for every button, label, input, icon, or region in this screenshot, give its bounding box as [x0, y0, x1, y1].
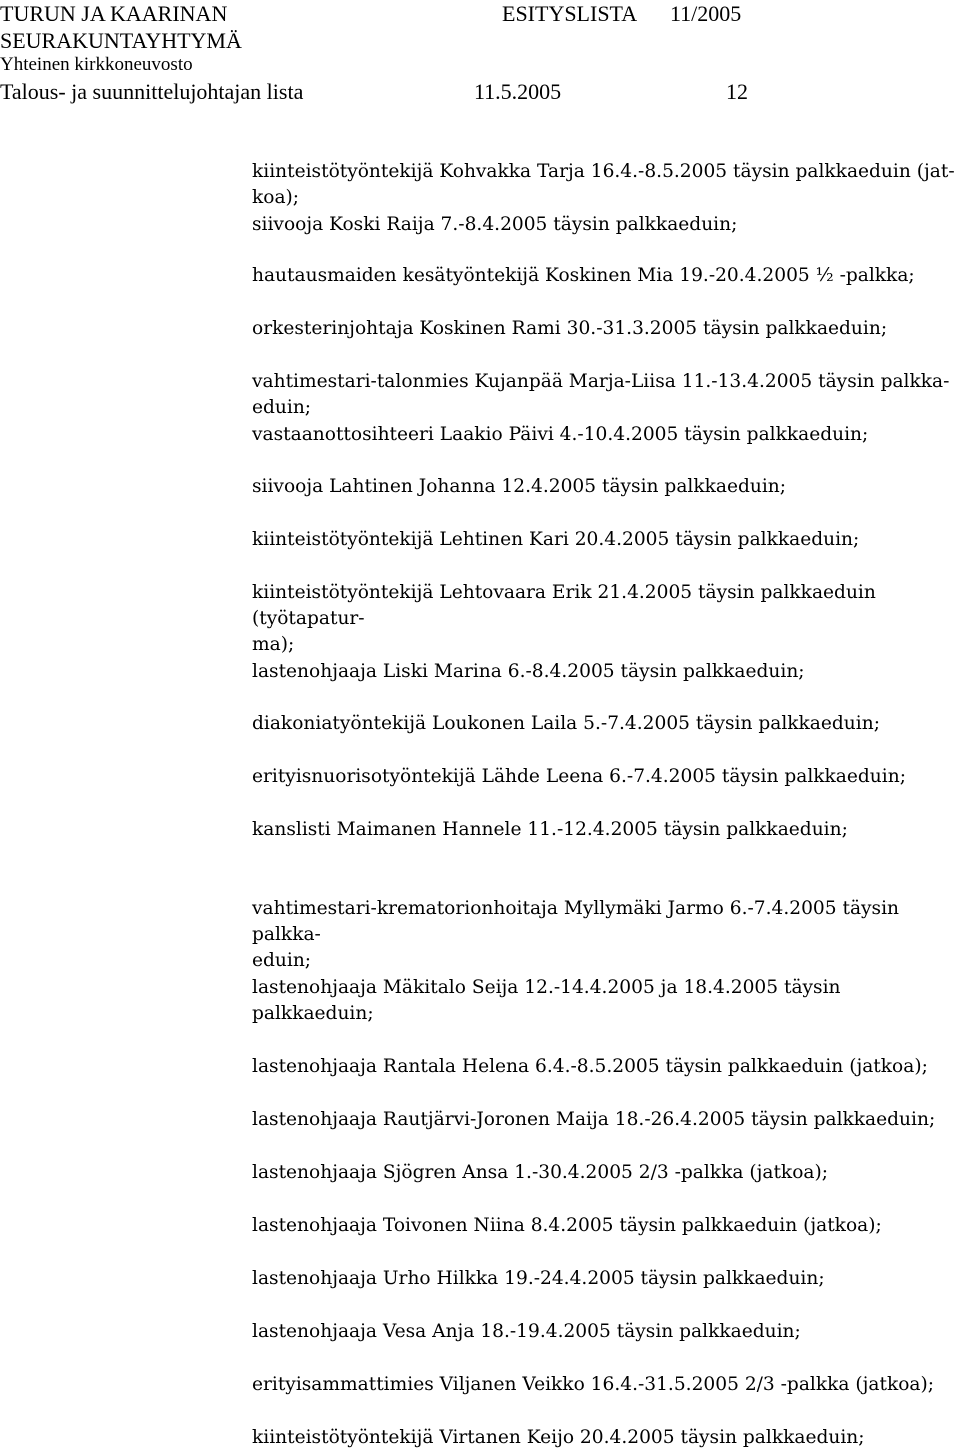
- document-type: ESITYSLISTA: [502, 1, 638, 26]
- document-header: [0, 0, 960, 105]
- list-item: vastaanottosihteeri Laakio Päivi 4.-10.4.2005 täysin palkkaeduin;: [252, 424, 869, 445]
- list-item: kiinteistötyöntekijä Virtanen Keijo 20.4.2005 täysin palkkaeduin;: [252, 1427, 865, 1448]
- header-row-2: [0, 27, 960, 54]
- list-title: Talous- ja suunnittelujohtajan lista: [0, 79, 304, 104]
- list-item: lastenohjaaja Liski Marina 6.-8.4.2005 täysin palkkaeduin;: [252, 661, 805, 682]
- document-number: 11/2005: [670, 1, 742, 26]
- list-item: lastenohjaaja Rautjärvi-Joronen Maija 18.-26.4.2005 täysin palkkaeduin;: [252, 1109, 936, 1130]
- list-item: kiinteistötyöntekijä Kohvakka Tarja 16.4.-8.5.2005 täysin palkkaeduin (jat- koa);: [252, 161, 955, 208]
- list-item: erityisammattimies Viljanen Veikko 16.4.-31.5.2005 2/3 -palkka (jatkoa);: [252, 1374, 935, 1395]
- list-item: lastenohjaaja Sjögren Ansa 1.-30.4.2005 2/3 -palkka (jatkoa);: [252, 1162, 828, 1183]
- list-item: lastenohjaaja Vesa Anja 18.-19.4.2005 täysin palkkaeduin;: [252, 1321, 801, 1342]
- list-item: kiinteistötyöntekijä Lehtinen Kari 20.4.2005 täysin palkkaeduin;: [252, 529, 860, 550]
- list-item: siivooja Lahtinen Johanna 12.4.2005 täysin palkkaeduin;: [252, 476, 787, 497]
- leave-list: [252, 159, 958, 1451]
- list-item: hautausmaiden kesätyöntekijä Koskinen Mia 19.-20.4.2005 ½ -palkka;: [252, 265, 915, 286]
- organization-name-line2: SEURAKUNTAYHTYMÄ: [0, 28, 242, 53]
- list-item: orkesterinjohtaja Koskinen Rami 30.-31.3.2005 täysin palkkaeduin;: [252, 318, 888, 339]
- meeting-date: 11.5.2005: [474, 79, 562, 104]
- list-item: lastenohjaaja Toivonen Niina 8.4.2005 täysin palkkaeduin (jatkoa);: [252, 1215, 882, 1236]
- list-item: kiinteistötyöntekijä Lehtovaara Erik 21.4.2005 täysin palkkaeduin (työtapatur- ma);: [252, 582, 876, 655]
- list-item: lastenohjaaja Rantala Helena 6.4.-8.5.2005 täysin palkkaeduin (jatkoa);: [252, 1056, 928, 1077]
- list-item: vahtimestari-talonmies Kujanpää Marja-Liisa 11.-13.4.2005 täysin palkka- eduin;: [252, 371, 950, 418]
- list-item: siivooja Koski Raija 7.-8.4.2005 täysin palkkaeduin;: [252, 214, 738, 235]
- header-row-1: [0, 0, 960, 27]
- list-item: erityisnuorisotyöntekijä Lähde Leena 6.-7.4.2005 täysin palkkaeduin;: [252, 766, 906, 787]
- organization-body: Yhteinen kirkkoneuvosto: [0, 54, 193, 75]
- list-item: kanslisti Maimanen Hannele 11.-12.4.2005 täysin palkkaeduin;: [252, 819, 848, 840]
- list-item: lastenohjaaja Urho Hilkka 19.-24.4.2005 täysin palkkaeduin;: [252, 1268, 825, 1289]
- page-number: 12: [726, 79, 748, 104]
- header-row-3: [0, 54, 960, 76]
- header-row-4: [0, 78, 960, 105]
- organization-name-line1: TURUN JA KAARINAN: [0, 1, 228, 26]
- list-item: lastenohjaaja Mäkitalo Seija 12.-14.4.2005 ja 18.4.2005 täysin palkkaeduin;: [252, 977, 841, 1024]
- list-item: vahtimestari-krematorionhoitaja Myllymäki Jarmo 6.-7.4.2005 täysin palkka- eduin;: [252, 898, 900, 971]
- list-item: diakoniatyöntekijä Loukonen Laila 5.-7.4.2005 täysin palkkaeduin;: [252, 713, 880, 734]
